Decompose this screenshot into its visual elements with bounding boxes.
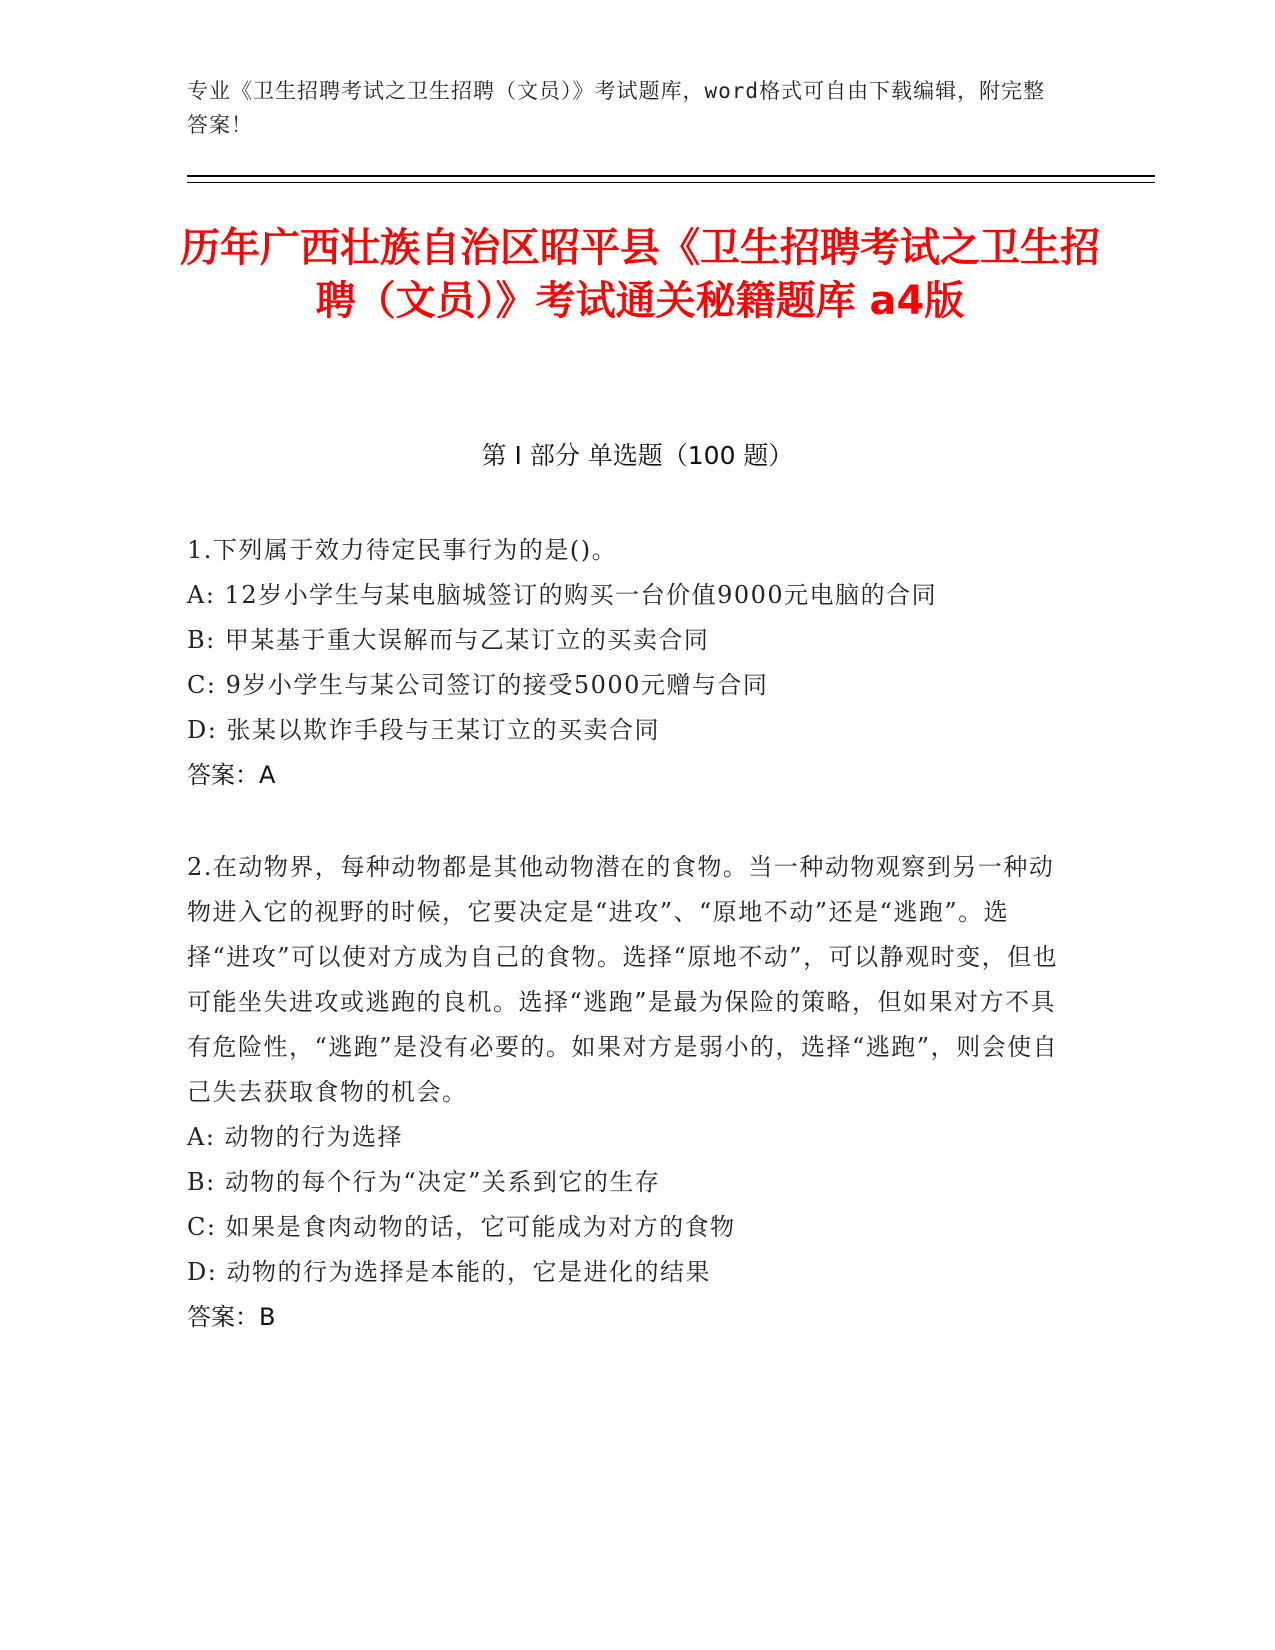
option-d: D: 张某以欺诈手段与王某订立的买卖合同	[187, 716, 660, 744]
option-b: B: 动物的每个行为“决定”关系到它的生存	[187, 1168, 661, 1196]
option-a: A: 12岁小学生与某电脑城签订的购买一台价值9000元电脑的合同	[187, 581, 938, 609]
option-d: D: 动物的行为选择是本能的，它是进化的结果	[187, 1258, 711, 1286]
answer-line: 答案：B	[187, 1303, 276, 1331]
section-title: 第 I 部分 单选题（100 题）	[481, 441, 794, 470]
option-b: B: 甲某基于重大误解而与乙某订立的买卖合同	[187, 626, 710, 654]
answer-line: 答案：A	[187, 761, 276, 789]
question-stem: 1.下列属于效力待定民事行为的是()。	[187, 536, 618, 564]
option-c: C: 如果是食肉动物的话，它可能成为对方的食物	[187, 1213, 736, 1241]
question-2	[187, 845, 1067, 1340]
option-a: A: 动物的行为选择	[187, 1123, 404, 1151]
question-1	[187, 528, 1067, 798]
option-c: C: 9岁小学生与某公司签订的接受5000元赠与合同	[187, 671, 769, 699]
header-note: 专业《卫生招聘考试之卫生招聘（文员）》考试题库，word格式可自由下载编辑，附完整答案！	[187, 79, 1046, 137]
header-rule-thin	[187, 182, 1155, 183]
document-title: 历年广西壮族自治区昭平县《卫生招聘考试之卫生招聘（文员）》考试通关秘籍题库 a4版	[180, 225, 1100, 324]
header-rule-thick	[187, 175, 1155, 177]
question-stem: 2.在动物界，每种动物都是其他动物潜在的食物。当一种动物观察到另一种动物进入它的视野的时候，它要决定是“进攻”、“原地不动”还是“逃跑”。选择“进攻”可以使对方成为自己的食物。选择“原地不动”，可以静观时变，但也可能坐失进攻或逃跑的良机。选择“逃跑”是最为保险的策略，但如果对方不具有危险性，“逃跑”是没有必要的。如果对方是弱小的，选择“逃跑”，则会使自己失去获取食物的机会。	[187, 853, 1059, 1106]
